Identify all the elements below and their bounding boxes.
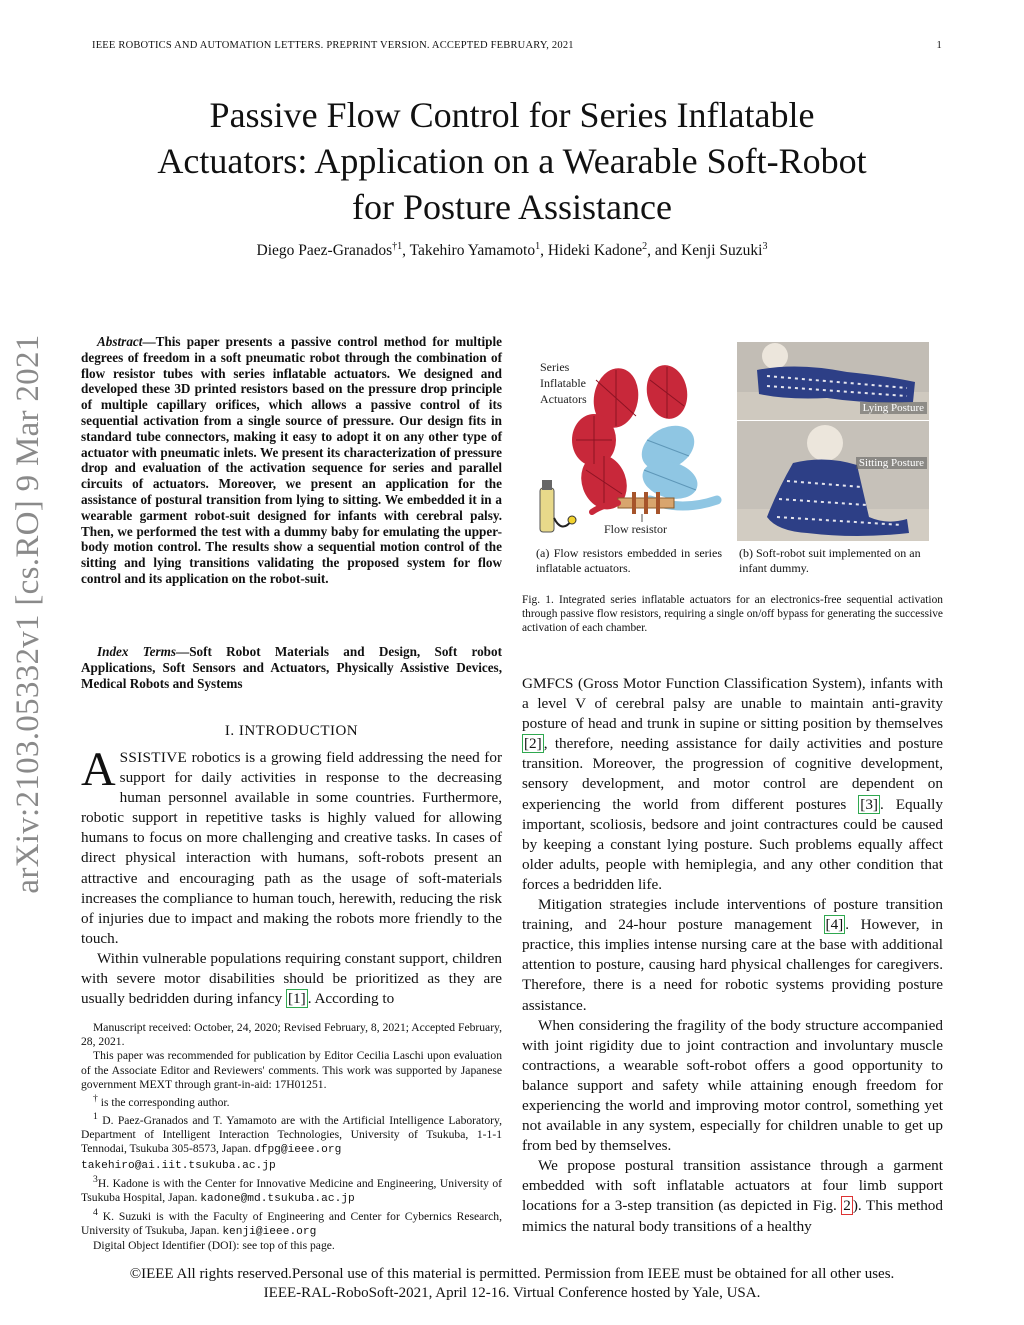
- author-1: Diego Paez-Granados: [256, 242, 393, 260]
- title-line-1: Passive Flow Control for Series Inflatable: [209, 95, 815, 135]
- abstract-label: Abstract: [97, 334, 143, 349]
- author-2-affil: 1: [535, 241, 541, 252]
- right-paragraph-4: [522, 1156, 943, 1236]
- footnote-1: [81, 1110, 502, 1173]
- label-lying-posture: Lying Posture: [860, 402, 927, 414]
- title-line-2: Actuators: Application on a Wearable Soft-Robot: [157, 141, 867, 181]
- right-p4-text: We propose postural transition assistance through a garment embedded with soft inflatable actuators at four limb support locations for a 3-step transition (as depicted in Fig.: [522, 1157, 943, 1215]
- footnote-4-text: K. Suzuki is with the Faculty of Engineering and Center for Cybernics Research, University of Tsukuba, Japan.: [81, 1209, 502, 1238]
- footnote-4-mark: 4: [93, 1207, 98, 1219]
- label-flow-resistor: Flow resistor: [604, 522, 667, 536]
- right-p4-tail: ). This method mimics the natural body transitions of a healthy: [522, 1197, 943, 1235]
- footnote-dagger-text: is the corresponding author.: [97, 1095, 230, 1109]
- footnote-dagger: [81, 1092, 502, 1110]
- introduction-body: [81, 743, 502, 1009]
- label-sitting-posture: Sitting Posture: [856, 457, 927, 469]
- intro-p1-text: robotics is a growing field addressing the need for support for daily activities in response to the decreasing human personnel available in some countries. Furthermore, robotic support in repetitive tasks is highly valued for allowing humans to focus on more challenging and creative tasks. In cases of direct physical interaction with humans, soft-robots present an attractive and encouraging path as the usage of soft-materials increases the compliance to human touch, herewith, reducing the risk of injuries due to impact and making the robots more friendly to the touch.: [81, 749, 502, 947]
- abstract-dash: —: [142, 334, 156, 349]
- citation-link-4[interactable]: [4]: [825, 916, 844, 934]
- page-number: 1: [936, 40, 942, 51]
- sitting-dummy-illustration: [737, 421, 929, 541]
- drop-cap: A: [81, 743, 116, 796]
- footnote-received: Manuscript received: October, 24, 2020; Revised February, 8, 2021; Accepted February, 28, 2021.: [81, 1021, 502, 1049]
- section-heading-introduction: I. INTRODUCTION: [224, 723, 359, 739]
- citation-link-3[interactable]: [3]: [860, 795, 878, 813]
- intro-paragraph-2: [81, 949, 502, 1009]
- photo-sitting-posture: [737, 421, 929, 541]
- right-column-body: [522, 674, 943, 1237]
- author-3-affil: 2: [642, 241, 648, 252]
- right-p2-text: Mitigation strategies include interventions of posture transition training, and 24-hour posture management: [522, 896, 943, 934]
- footnote-3-text: H. Kadone is with the Center for Innovative Medicine and Engineering, University of Tsukuba Hospital, Japan.: [81, 1176, 502, 1204]
- dummy-head-sitting: [807, 425, 843, 461]
- title-line-3: for Posture Assistance: [352, 187, 672, 227]
- right-p1-text: GMFCS (Gross Motor Function Classification System), infants with a level V of cerebral palsy are unable to maintain anti-gravity posture of head and trunk in supine or sitting position by themselves: [522, 675, 943, 733]
- author-4: , and Kenji Suzuki: [647, 242, 763, 260]
- footnote-1-mark: 1: [93, 1111, 98, 1123]
- subcaption-b: (b) Soft-robot suit implemented on an infant dummy.: [739, 546, 921, 575]
- email-link-2[interactable]: takehiro@ai.iit.tsukuba.ac.jp: [81, 1159, 276, 1172]
- author-2: , Takehiro Yamamoto: [402, 242, 536, 260]
- intro-p2-tail: . According to: [307, 990, 395, 1008]
- label-actuators: Actuators: [540, 392, 587, 406]
- index-terms-label: Index Terms: [97, 644, 176, 659]
- email-link-3[interactable]: kadone@md.tsukuba.ac.jp: [200, 1192, 355, 1205]
- running-head: [92, 40, 942, 51]
- right-paragraph-1: [522, 674, 943, 895]
- intro-lead-caps: SSISTIVE: [119, 749, 188, 766]
- abstract: [81, 334, 502, 587]
- photo-lying-posture: [737, 342, 929, 420]
- right-paragraph-2: [522, 895, 943, 1016]
- footnote-editor: This paper was recommended for publication by Editor Cecilia Laschi upon evaluation of the Associate Editor and Reviewers' comments. This work was supported by Japanese government MEXT through grant-in-aid: 17H01251.: [81, 1049, 502, 1091]
- figure-ref-link[interactable]: 2: [843, 1197, 851, 1215]
- intro-paragraph-1: [81, 743, 502, 949]
- email-link-1[interactable]: dfpg@ieee.org: [254, 1144, 342, 1157]
- citation-link-1[interactable]: [1]: [287, 990, 306, 1008]
- figure-1-caption: Fig. 1. Integrated series inflatable actuators for an electronics-free sequential activation through passive flow resistors, requiring a single on/off bypass for generating the successive activation of each chamber.: [522, 594, 943, 634]
- author-list: [80, 241, 944, 260]
- copyright-notice: [60, 1265, 964, 1302]
- right-paragraph-3: When considering the fragility of the body structure accompanied with joint rigidity due to joint contraction and involuntary muscle contractions, a wearable soft-robot offers a good opportunity to balance support and safety while attaining enough freedom for experiencing the world and improving motor control, something yet not available in any system, especially for children unable to get up from bed by themselves.: [522, 1016, 943, 1155]
- footnote-1-text: D. Paez-Granados and T. Yamamoto are with the Artificial Intelligence Laboratory, Department of Intelligent Interaction Technologies, University of Tsukuba, 1-1-1 Tennodai, Tsukuba 305-8573, Japan.: [81, 1113, 502, 1156]
- figure-1a-schematic: [532, 340, 728, 545]
- copyright-line-1: ©IEEE All rights reserved.Personal use of this material is permitted. Permission from IEEE must be obtained for all other uses.: [129, 1266, 895, 1282]
- subcaption-a: (a) Flow resistors embedded in series inflatable actuators.: [536, 546, 722, 575]
- citation-link-2[interactable]: [2]: [524, 735, 542, 753]
- index-terms: [81, 644, 502, 691]
- footnote-4: [81, 1206, 502, 1239]
- paper-title: [80, 92, 944, 230]
- email-link-4[interactable]: kenji@ieee.org: [222, 1226, 317, 1239]
- abstract-text: This paper presents a passive control method for multiple degrees of freedom in a soft pneumatic robot through the combination of flow resistor tubes with series inflatable actuators. We designed and developed these 3D printed resistors based on the pressure drop principle of multiple capillary orifices, which allows a passive control of its sequential activation from a single source of pressure. Our design fits in standard tube connectors, making it easy to adopt it on any other type of actuator with pneumatic inlets. We present its characterization of pressure drop and evaluation of the activation sequence for series and parallel circuits of actuators. Moreover, we present an application for the assistance of postural transition from lying to sitting. We embedded it in a wearable garment robot-suit designed for infants with cerebral palsy. Then, we performed the test with a dummy baby for emulating the upper-body motion control. The results show a sequential motion control of the sitting and lying transitions validating the proposed system for flow control and its application on the robot-suit.: [81, 334, 502, 586]
- label-series: Series: [540, 360, 570, 374]
- right-p1-mid: , therefore, needing assistance for daily activities and posture transition. Moreover, the progression of cognitive development, sensory development, and motor control are dependent on experiencing the world from different postures: [522, 735, 943, 813]
- dagger-symbol: †: [93, 1093, 98, 1105]
- right-p1-tail: . Equally important, scoliosis, bedsore and joint contractures could be caused by keeping a constant lying posture. Such problems equally affect older adults, people with hemiplegia, and any other condition that forces a bedridden life.: [522, 795, 943, 893]
- index-terms-dash: —: [176, 644, 190, 659]
- footnotes: [81, 1021, 502, 1253]
- author-1-affil: †1: [392, 241, 403, 252]
- right-p2-tail: . However, in practice, this implies intense nursing care at the base with additional attention to posture, causing hard physical challenges for caregivers. Therefore, there is a need for robotic systems providing posture assistance.: [522, 916, 943, 1014]
- author-4-affil: 3: [762, 241, 768, 252]
- label-inflatable: Inflatable: [540, 376, 586, 390]
- air-pump-bottle: [540, 480, 576, 532]
- footnote-doi: Digital Object Identifier (DOI): see top of this page.: [93, 1239, 335, 1253]
- index-terms-text: Soft Robot Materials and Design, Soft robot Applications, Soft Sensors and Actuators, Physically Assistive Devices, Medical Robots and Systems: [81, 644, 502, 691]
- footnote-3-mark: 3: [93, 1173, 98, 1185]
- footnote-3: [81, 1173, 502, 1206]
- dummy-head: [762, 343, 788, 369]
- journal-header: IEEE ROBOTICS AND AUTOMATION LETTERS. PREPRINT VERSION. ACCEPTED FEBRUARY, 2021: [92, 40, 574, 51]
- arxiv-stamp: arXiv:2103.05332v1 [cs.RO] 9 Mar 2021: [10, 334, 46, 894]
- copyright-line-2: IEEE-RAL-RoboSoft-2021, April 12-16. Virtual Conference hosted by Yale, USA.: [263, 1284, 761, 1301]
- intro-p2-text: Within vulnerable populations requiring constant support, children with severe motor disabilities should be prioritized as they are usually bedridden during infancy: [81, 949, 502, 1008]
- author-3: , Hideki Kadone: [540, 242, 643, 260]
